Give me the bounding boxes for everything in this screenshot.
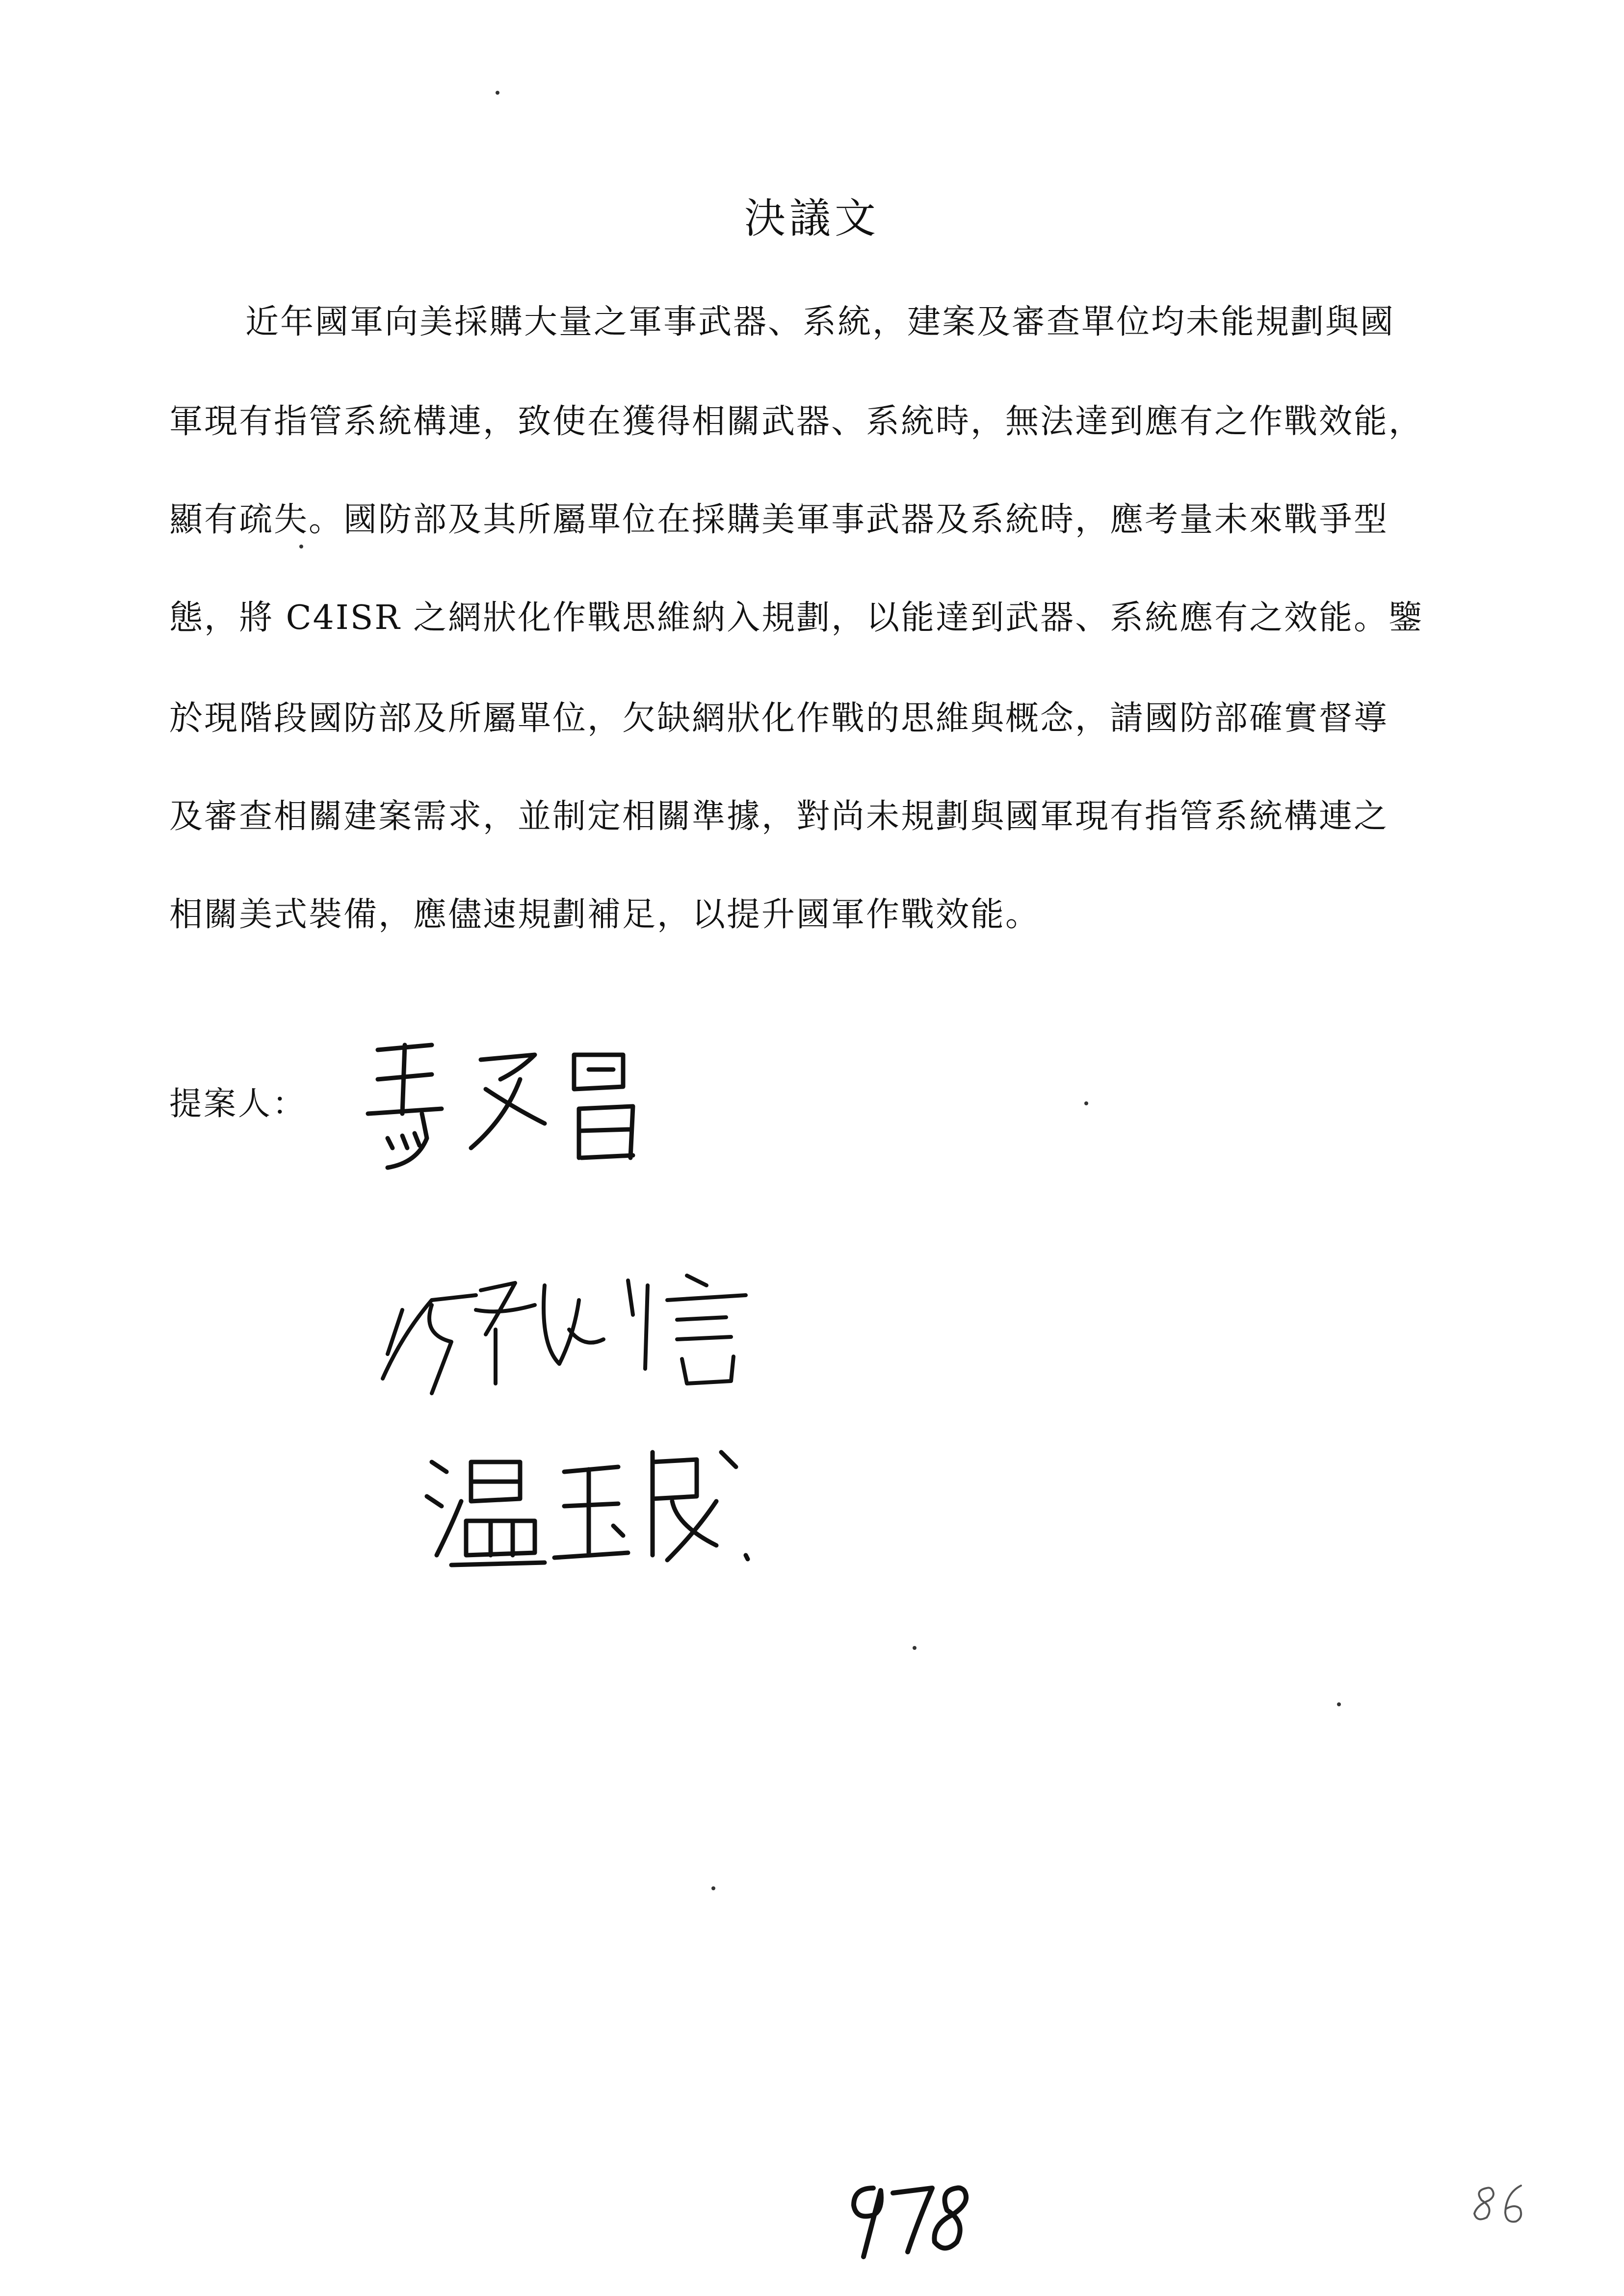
scan-speck	[496, 91, 499, 95]
body-paragraph-line-3: 顯有疏失。國防部及其所屬單位在採購美軍事武器及系統時，應考量未來戰爭型	[169, 500, 1389, 539]
scan-speck	[299, 545, 303, 548]
scan-speck	[1337, 1702, 1341, 1706]
scan-speck	[913, 1646, 917, 1650]
corner-page-number	[1467, 2178, 1536, 2232]
handwritten-page-number	[834, 2168, 991, 2267]
signature-3	[422, 1433, 795, 1585]
page-title: 決議文	[744, 194, 880, 242]
body-paragraph-line-2: 軍現有指管系統構連，致使在獲得相關武器、系統時，無法達到應有之作戰效能，	[169, 402, 1424, 441]
proposer-label: 提案人：	[169, 1085, 307, 1122]
scan-speck	[711, 1886, 715, 1890]
signature-1	[358, 1025, 662, 1187]
signature-2	[373, 1256, 805, 1413]
body-paragraph-line-1: 近年國軍向美採購大量之軍事武器、系統，建案及審查單位均未能規劃與國	[245, 303, 1395, 341]
body-paragraph-line-4: 態，將 C4ISR 之網狀化作戰思維納入規劃，以能達到武器、系統應有之效能。鑒	[169, 599, 1424, 637]
body-paragraph-line-6: 及審查相關建案需求，並制定相關準據，對尚未規劃與國軍現有指管系統構連之	[169, 797, 1389, 836]
body-paragraph-line-5: 於現階段國防部及所屬單位，欠缺網狀化作戰的思維與概念，請國防部確實督導	[169, 699, 1389, 738]
body-paragraph-line-7: 相關美式裝備，應儘速規劃補足，以提升國軍作戰效能。	[169, 895, 1041, 934]
scan-speck	[1084, 1101, 1088, 1105]
